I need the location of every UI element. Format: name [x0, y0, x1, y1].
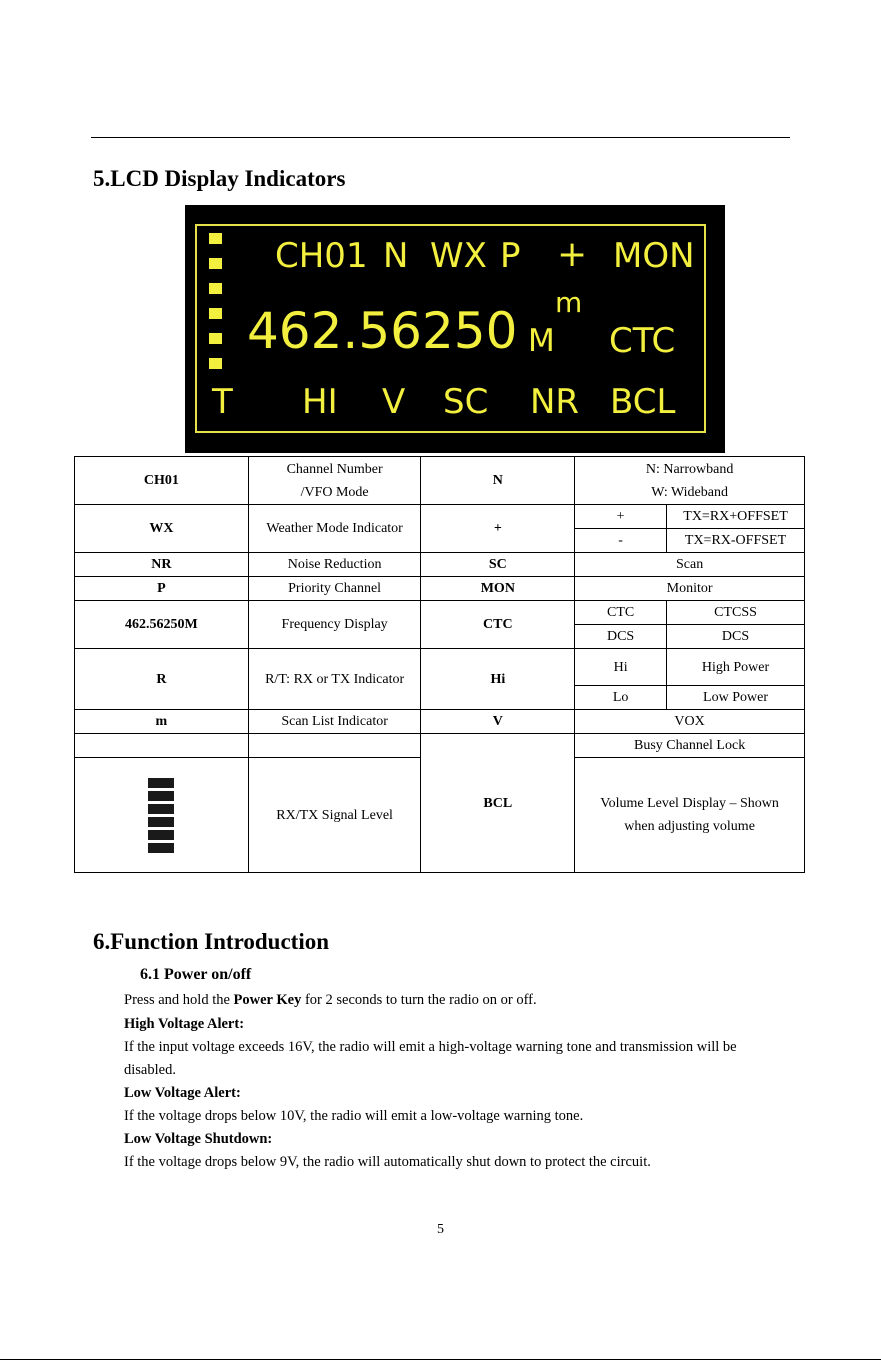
text-run: for 2 seconds to turn the radio on or off. — [301, 992, 537, 1008]
table-cell: Scan List Indicator — [248, 710, 421, 734]
table-cell: BCL — [421, 734, 575, 873]
table-cell: DCS — [575, 625, 667, 649]
table-cell: Weather Mode Indicator — [248, 505, 421, 553]
table-cell: R/T: RX or TX Indicator — [248, 649, 421, 710]
table-cell — [75, 758, 249, 873]
table-cell: Monitor — [575, 577, 805, 601]
cell-line: /VFO Mode — [300, 484, 369, 500]
subsection-title: 6.1 Power on/off — [140, 966, 252, 983]
table-cell: TX=RX-OFFSET — [667, 529, 805, 553]
table-row — [75, 601, 805, 625]
lcd-hi: HI — [302, 382, 338, 422]
table-row — [75, 553, 805, 577]
lcd-nr: NR — [530, 382, 580, 422]
table-cell: Hi — [421, 649, 575, 710]
table-cell: Priority Channel — [248, 577, 421, 601]
cell-line: Volume Level Display – Shown — [600, 796, 779, 811]
table-cell: V — [421, 710, 575, 734]
table-row — [75, 734, 805, 758]
table-cell — [575, 758, 805, 873]
lcd-m: m — [555, 286, 583, 319]
table-cell: DCS — [667, 625, 805, 649]
lcd-plus: + — [557, 234, 588, 275]
lcd-ch01: CH01 — [275, 236, 368, 276]
table-cell: Scan — [575, 553, 805, 577]
signal-segment — [209, 283, 222, 294]
power-key-label: Power Key — [233, 992, 302, 1008]
table-cell: VOX — [575, 710, 805, 734]
table-cell — [248, 734, 421, 758]
lcd-wx: WX — [430, 236, 487, 276]
page-number: 5 — [437, 1222, 444, 1237]
table-row — [75, 649, 805, 686]
table-cell: + — [421, 505, 575, 553]
signal-segment — [209, 333, 222, 344]
table-row — [75, 710, 805, 734]
table-row — [75, 577, 805, 601]
low-voltage-shutdown-heading: Low Voltage Shutdown: — [124, 1131, 273, 1147]
table-cell: CTC — [421, 601, 575, 649]
text-run: Press and hold the — [124, 992, 234, 1008]
lcd-ctc: CTC — [609, 321, 676, 361]
signal-segment — [209, 233, 222, 244]
high-voltage-text: If the input voltage exceeds 16V, the radio will emit a high-voltage warning tone and transmission will be — [124, 1039, 737, 1055]
table-cell — [248, 457, 421, 505]
high-voltage-text-cont: disabled. — [124, 1062, 176, 1078]
table-cell: 462.56250M — [75, 601, 249, 649]
lcd-bcl: BCL — [610, 382, 676, 422]
table-cell: SC — [421, 553, 575, 577]
lcd-p: P — [500, 236, 521, 276]
table-cell: CTC — [575, 601, 667, 625]
section-title-function: 6.Function Introduction — [93, 929, 330, 954]
low-voltage-shutdown-text: If the voltage drops below 9V, the radio will automatically shut down to protect the circuit. — [124, 1154, 651, 1170]
table-cell: MON — [421, 577, 575, 601]
lcd-M: M — [528, 323, 555, 359]
table-cell — [575, 457, 805, 505]
table-cell: Hi — [575, 649, 667, 686]
table-cell: NR — [75, 553, 249, 577]
table-cell: Lo — [575, 686, 667, 710]
lcd-display-image — [185, 205, 725, 453]
signal-segment — [209, 258, 222, 269]
table-cell: m — [75, 710, 249, 734]
table-cell: P — [75, 577, 249, 601]
table-cell: High Power — [667, 649, 805, 686]
lcd-v: V — [382, 382, 406, 422]
table-cell: WX — [75, 505, 249, 553]
table-cell: CTCSS — [667, 601, 805, 625]
bottom-rule — [0, 1359, 881, 1360]
section-title-lcd: 5.LCD Display Indicators — [93, 166, 346, 191]
low-voltage-text: If the voltage drops below 10V, the radio will emit a low-voltage warning tone. — [124, 1108, 584, 1124]
table-cell: + — [575, 505, 667, 529]
table-cell: TX=RX+OFFSET — [667, 505, 805, 529]
lcd-mon: MON — [613, 236, 695, 276]
table-cell: R — [75, 649, 249, 710]
lcd-n: N — [383, 236, 409, 276]
table-row — [75, 457, 805, 505]
signal-segment — [209, 358, 222, 369]
indicator-table — [74, 456, 805, 873]
cell-line: W: Wideband — [651, 484, 728, 500]
top-rule — [91, 137, 790, 138]
cell-line: N: Narrowband — [645, 461, 734, 477]
table-cell: Low Power — [667, 686, 805, 710]
table-cell: CH01 — [75, 457, 249, 505]
table-row — [75, 505, 805, 529]
table-cell: Noise Reduction — [248, 553, 421, 577]
high-voltage-heading: High Voltage Alert: — [124, 1016, 245, 1032]
low-voltage-heading: Low Voltage Alert: — [124, 1085, 241, 1101]
lcd-t: T — [212, 382, 233, 422]
lcd-sc: SC — [443, 382, 489, 422]
table-cell: RX/TX Signal Level — [248, 758, 421, 873]
table-cell: Busy Channel Lock — [575, 734, 805, 758]
lcd-frequency: 462.56250 — [247, 302, 518, 360]
paragraph-power — [124, 992, 537, 1009]
cell-line: Channel Number — [286, 461, 383, 477]
signal-bars-icon — [148, 775, 174, 856]
table-cell — [75, 734, 249, 758]
table-cell: - — [575, 529, 667, 553]
table-cell: Frequency Display — [248, 601, 421, 649]
signal-segment — [209, 308, 222, 319]
table-cell: N — [421, 457, 575, 505]
cell-line: when adjusting volume — [624, 819, 755, 834]
